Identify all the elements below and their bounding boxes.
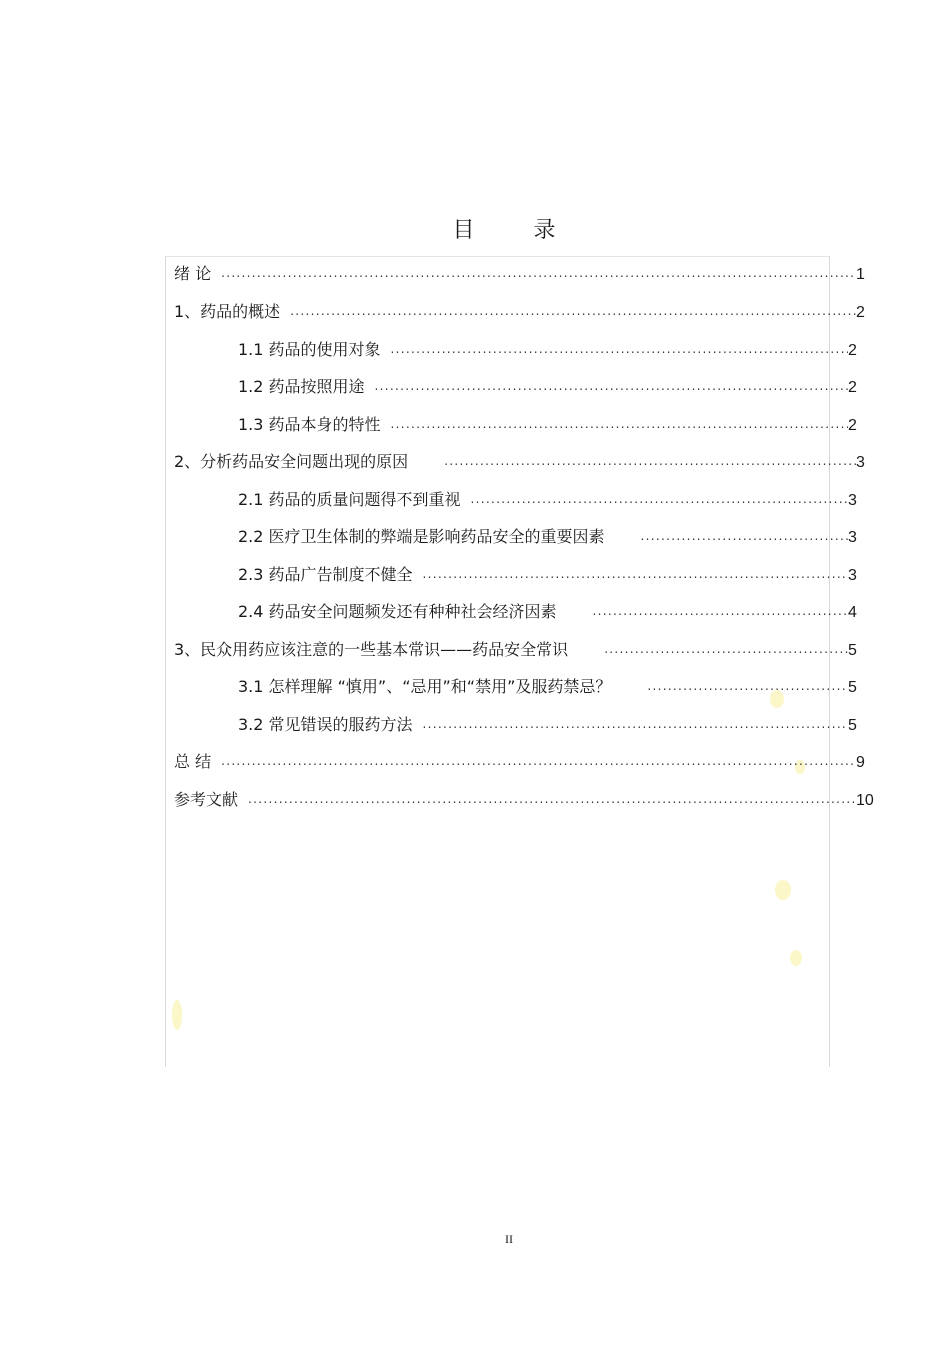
toc-entry-page: 1: [856, 266, 865, 283]
toc-entry-label: 总 结: [174, 752, 212, 771]
toc-leader-dots: [375, 376, 848, 396]
toc-entry[interactable]: [174, 302, 874, 323]
toc-entry-label: 绪 论: [174, 264, 212, 283]
toc-leader-dots: [444, 451, 856, 471]
toc-entry-label: 2.4 药品安全问题频发还有种种社会经济因素: [238, 602, 557, 621]
toc-entry-page: 2: [856, 304, 865, 321]
toc-entry-page: 3: [848, 529, 857, 546]
toc-entry[interactable]: [238, 602, 866, 623]
toc-entry-page: 5: [848, 679, 857, 696]
toc-entry[interactable]: [238, 565, 866, 586]
toc-entry[interactable]: [238, 415, 866, 436]
toc-entry-label: 1.2 药品按照用途: [238, 377, 365, 396]
toc-entry-page: 10: [856, 792, 874, 809]
page-number: II: [505, 1232, 513, 1246]
toc-entry[interactable]: [238, 715, 866, 736]
toc-entry-label: 参考文献: [174, 790, 239, 809]
toc-leader-dots: [221, 263, 856, 283]
background-speck: [790, 950, 802, 966]
toc-entry[interactable]: [174, 264, 874, 285]
toc-leader-dots: [593, 601, 848, 621]
toc-leader-dots: [647, 676, 848, 696]
toc-entry[interactable]: [238, 340, 866, 361]
toc-entry-page: 9: [856, 754, 865, 771]
toc-entry-label: 2、分析药品安全问题出现的原因: [174, 452, 409, 471]
toc-entry-label: 3.1 怎样理解 “慎用”、“忌用”和“禁用”及服药禁忌？: [238, 677, 612, 696]
toc-entry-page: 3: [848, 492, 857, 509]
toc-entry-label: 2.1 药品的质量问题得不到重视: [238, 490, 461, 509]
toc-leader-dots: [391, 339, 848, 359]
toc-leader-dots: [391, 414, 848, 434]
toc-entry[interactable]: [238, 527, 866, 548]
toc-entry[interactable]: [174, 452, 874, 473]
toc-leader-dots: [471, 489, 848, 509]
toc-entry-page: 2: [848, 417, 857, 434]
toc-leader-dots: [248, 789, 856, 809]
toc-leader-dots: [604, 639, 848, 659]
toc-leader-dots: [221, 751, 856, 771]
toc-title: 目 录: [452, 218, 582, 243]
toc-entry[interactable]: [174, 790, 874, 811]
background-speck: [172, 1000, 182, 1030]
toc-leader-dots: [423, 714, 848, 734]
toc-entry-label: 1.3 药品本身的特性: [238, 415, 381, 434]
toc-entry-label: 2.2 医疗卫生体制的弊端是影响药品安全的重要因素: [238, 527, 605, 546]
toc-entry[interactable]: [174, 752, 874, 773]
toc-entry-page: 2: [848, 379, 857, 396]
toc-entry[interactable]: [174, 640, 866, 661]
toc-entry-label: 1.1 药品的使用对象: [238, 340, 381, 359]
toc-leader-dots: [423, 564, 848, 584]
toc-entry[interactable]: [238, 377, 866, 398]
toc-entry-label: 3.2 常见错误的服药方法: [238, 715, 413, 734]
toc-leader-dots: [641, 526, 848, 546]
toc-entry-label: 2.3 药品广告制度不健全: [238, 565, 413, 584]
toc-entry-page: 2: [848, 342, 857, 359]
toc-entry-label: 1、药品的概述: [174, 302, 281, 321]
toc-entry-page: 3: [848, 567, 857, 584]
toc-entry-page: 5: [848, 642, 857, 659]
toc-entry-page: 4: [848, 604, 857, 621]
toc-entry-page: 5: [848, 717, 857, 734]
toc-entry[interactable]: [238, 677, 866, 698]
toc-entry[interactable]: [238, 490, 866, 511]
background-speck: [775, 880, 791, 900]
toc-entry-label: 3、民众用药应该注意的一些基本常识——药品安全常识: [174, 640, 569, 659]
toc-entry-page: 3: [856, 454, 865, 471]
toc-leader-dots: [290, 301, 856, 321]
